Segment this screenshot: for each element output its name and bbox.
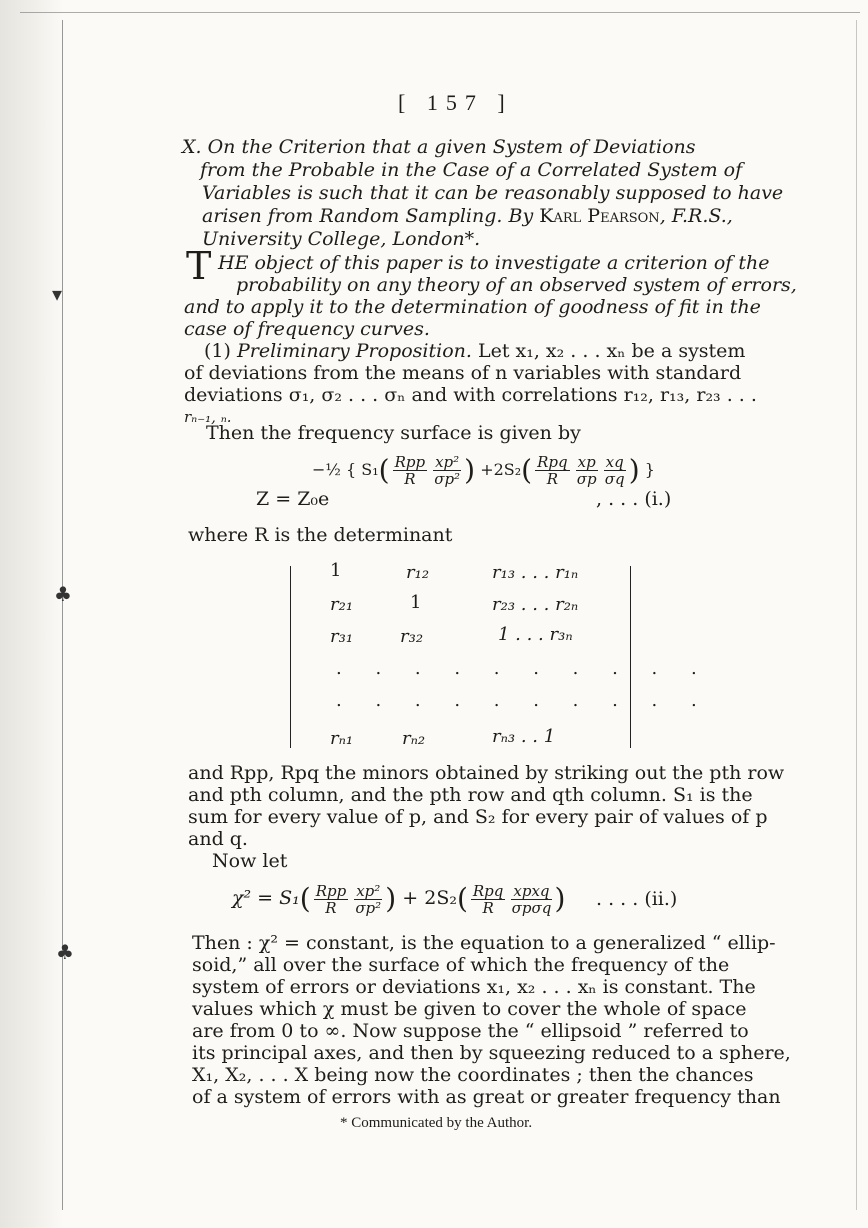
abstract-line-2: probability on any theory of an observed system of errors, xyxy=(236,274,797,296)
equation-1-exponent: −½ { S₁( $\frac{\text{Rpp}}{R}$ $\frac{\text{xp²}}{\text{σp²}}$ ) +2S₂( $\frac{\text{Rpq}}{R}$ $\frac{xp}{\sigma p}$ $\frac{xq}{\sigma q}$ ) } xyxy=(312,453,655,488)
equation-1-label: , . . . (i.) xyxy=(596,488,672,510)
text-line: and Rpp, Rpq the minors obtained by striking out the pth row xyxy=(188,762,785,784)
author-name: Karl Pearson xyxy=(539,205,660,227)
text-line: Now let xyxy=(212,850,288,872)
eq1-exp-close: } xyxy=(644,460,655,479)
text-line: its principal axes, and then by squeezing reduced to a sphere, xyxy=(192,1042,791,1064)
page-right-edge xyxy=(856,20,857,1210)
det-cell: 1 . . . r₃ₙ xyxy=(498,624,573,645)
text-line: are from 0 to ∞. Now suppose the “ ellipsoid ” referred to xyxy=(192,1020,749,1042)
text-line: and pth column, and the pth row and qth column. S₁ is the xyxy=(188,784,753,806)
drop-cap: T xyxy=(186,244,212,288)
det-cell: rₙ₁ xyxy=(330,728,354,749)
eq1-frac-xp: $\frac{\text{xp²}}{\text{σp²}}$ xyxy=(434,453,461,488)
abstract-line-3: and to apply it to the determination of goodness of fit in the xyxy=(184,296,761,318)
section1-line-1-text: Let x₁, x₂ . . . xₙ be a system xyxy=(477,340,746,362)
det-cell: rₙ₃ . . 1 xyxy=(492,726,556,747)
eq1-frac-xp-sp: $\frac{xp}{\sigma p}$ xyxy=(576,453,597,488)
where-text: where R is the determinant xyxy=(188,524,453,546)
section1-number: (1) xyxy=(204,340,231,362)
title-affiliation: University College, London*. xyxy=(202,228,481,250)
eq1-frac-rpq: $\frac{\text{Rpq}}{R}$ xyxy=(537,453,568,488)
binding-mark-icon: ♣ xyxy=(56,940,74,964)
det-cell: 1 xyxy=(410,592,422,613)
title-line-1: X. On the Criterion that a given System of Deviations xyxy=(182,136,696,158)
det-cell: r₂₁ xyxy=(330,594,354,615)
author-suffix: , F.R.S., xyxy=(659,205,733,227)
eq1-frac-xq-sq: $\frac{xq}{\sigma q}$ xyxy=(604,453,625,488)
section1-line-5: Then the frequency surface is given by xyxy=(206,422,581,444)
binding-mark-icon: ♣ xyxy=(54,582,72,606)
determinant-left-bar xyxy=(290,566,291,748)
eq2-frac-rpq: $\frac{\text{Rpq}}{R}$ xyxy=(472,881,504,917)
abstract-line-1: HE object of this paper is to investigate a criterion of the xyxy=(218,252,770,274)
det-cell: r₃₂ xyxy=(400,626,424,647)
eq2-frac-rpp: $\frac{\text{Rpp}}{R}$ xyxy=(315,881,347,917)
text-line: sum for every value of p, and S₂ for every pair of values of p xyxy=(188,806,768,828)
eq2-frac-xpxq: $\frac{\text{xpxq}}{\text{σpσq}}$ xyxy=(511,881,552,917)
det-cell: r₃₁ xyxy=(330,626,354,647)
text-line: system of errors or deviations x₁, x₂ . . . xₙ is constant. The xyxy=(192,976,756,998)
text-line: X₁, X₂, . . . X being now the coordinates ; then the chances xyxy=(192,1064,754,1086)
title-by: By xyxy=(508,205,534,227)
section1-line-3: deviations σ₁, σ₂ . . . σₙ and with correlations r₁₂, r₁₃, r₂₃ . . . xyxy=(184,384,757,406)
title-line-3: Variables is such that it can be reasonably supposed to have xyxy=(202,182,784,204)
abstract-line-4: case of frequency curves. xyxy=(184,318,430,340)
det-cell: r₁₂ xyxy=(406,562,430,583)
determinant-right-bar xyxy=(630,566,631,748)
section1-line-1 xyxy=(204,340,745,362)
eq2-frac-xp: $\frac{\text{xp²}}{\text{σp²}}$ xyxy=(355,881,382,917)
text-line: soid,” all over the surface of which the frequency of the xyxy=(192,954,730,976)
section1-line-2: of deviations from the means of n variables with standard xyxy=(184,362,742,384)
eq2-lhs: χ² = S₁ xyxy=(232,887,300,909)
det-cell: r₂₃ . . . r₂ₙ xyxy=(492,594,579,615)
section1-line-4: rₙ₋₁, ₙ. xyxy=(184,408,232,426)
det-cell: 1 xyxy=(330,560,342,581)
equation-2: χ² = S₁( $\frac{\text{Rpp}}{R}$ $\frac{\text{xp²}}{\text{σp²}}$ ) + 2S₂( $\frac{\text{Rpq}}{R}$ $\frac{\text{xpxq}}{\text{σpσq}}$ ) xyxy=(232,881,566,917)
det-cell: rₙ₂ xyxy=(402,728,426,749)
det-dots-row: . . . . . . . . . . xyxy=(336,690,711,711)
eq2-mid: + 2S₂ xyxy=(402,887,457,909)
text-line: and q. xyxy=(188,828,248,850)
det-dots-row: . . . . . . . . . . xyxy=(336,658,711,679)
text-line: values which χ must be given to cover the whole of space xyxy=(192,998,747,1020)
title-line-4 xyxy=(202,205,733,227)
equation-2-label: . . . . (ii.) xyxy=(596,888,678,910)
page-number: [ 157 ] xyxy=(398,90,513,115)
eq1-s2: +2S₂ xyxy=(480,460,522,479)
eq1-s1: S₁ xyxy=(361,460,379,479)
title-line-4-text: arisen from Random Sampling. xyxy=(202,205,503,227)
page-binding-edge xyxy=(62,20,63,1210)
page-gutter-shadow xyxy=(0,0,64,1228)
footnote: * Communicated by the Author. xyxy=(340,1115,533,1131)
binding-mark-icon: ▾ xyxy=(52,282,63,306)
equation-1-lhs: Z = Z₀e xyxy=(256,488,330,510)
eq1-frac-rpp: $\frac{\text{Rpp}}{R}$ xyxy=(394,453,426,488)
det-cell: r₁₃ . . . r₁ₙ xyxy=(492,562,579,583)
eq1-exp-lead: −½ { xyxy=(312,460,357,479)
text-line: of a system of errors with as great or greater frequency than xyxy=(192,1086,781,1108)
page-top-edge xyxy=(20,12,860,13)
title-line-2: from the Probable in the Case of a Correlated System of xyxy=(200,159,743,181)
section1-heading: Preliminary Proposition. xyxy=(236,340,472,362)
text-line: Then : χ² = constant, is the equation to a generalized “ ellip- xyxy=(192,932,776,954)
